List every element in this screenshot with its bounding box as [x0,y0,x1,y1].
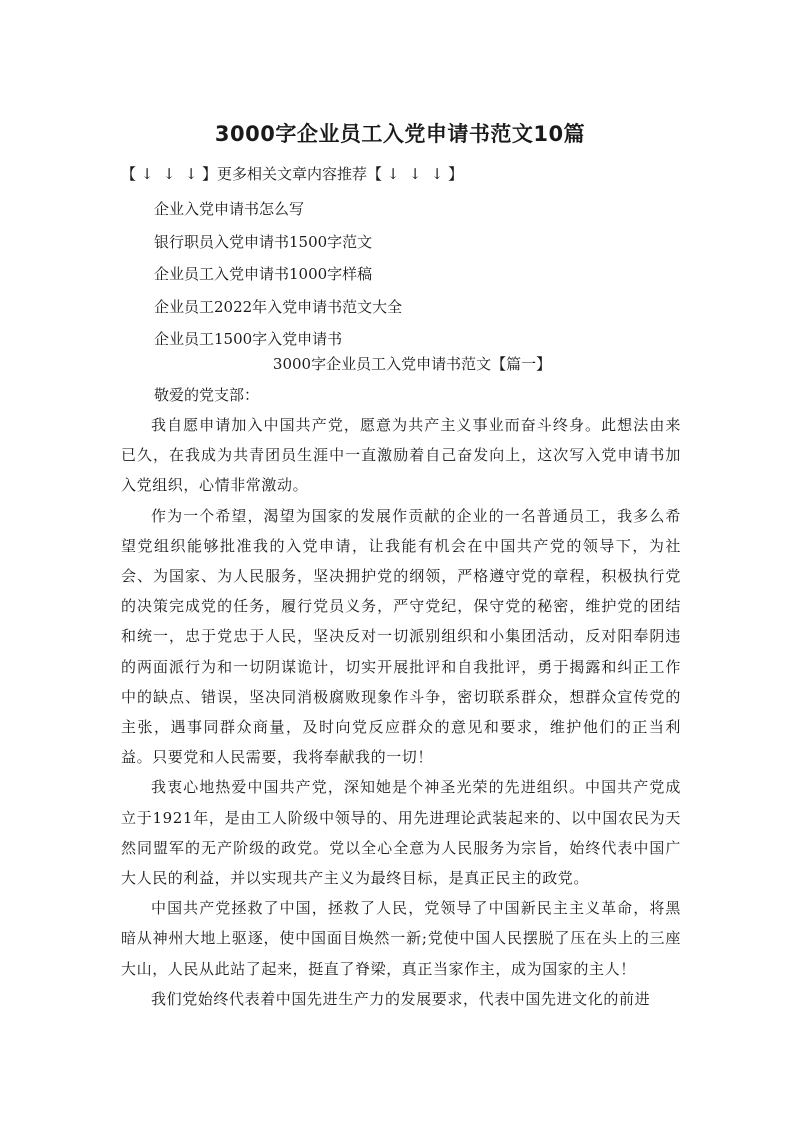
body-paragraph: 中国共产党拯救了中国，拯救了人民，党领导了中国新民主主义革命，将黑暗从神州大地上驱逐，使中国面目焕然一新;党使中国人民摆脱了压在头上的三座大山，人民从此站了起来，挺直了脊梁，真正当家作主，成为国家的主人！ [121,899,681,978]
related-link[interactable]: 银行职员入党申请书1500字范文 [154,232,373,251]
recommend-open-bracket: 【 [121,165,137,183]
recommend-close-bracket: 】 [202,165,218,183]
related-link[interactable]: 企业员工2022年入党申请书范文大全 [154,297,403,316]
down-arrow-icon: ↓ [140,165,154,183]
down-arrow-icon: ↓ [408,165,422,183]
body-paragraph: 我自愿申请加入中国共产党，愿意为共产主义事业而奋斗终身。此想法由来已久，在我成为共青团员生涯中一直激励着自己奋发向上，这次写入党申请书加入党组织，心情非常激动。 [121,416,681,495]
body-paragraph: 我衷心地热爱中国共产党，深知她是个神圣光荣的先进组织。中国共产党成立于1921年，是由工人阶级中领导的、用先进理论武装起来的、以中国农民为天然同盟军的无产阶级的政党。党以全心全意为人民服务为宗旨，始终代表中国广大人民的利益，并以实现共产主义为最终目标，是真正民主的政党。 [121,778,681,888]
recommend-label: 更多相关文章内容推荐 [217,165,368,183]
down-arrow-icon: ↓ [386,165,400,183]
related-links-list [154,193,402,356]
down-arrow-icon: ↓ [162,165,176,183]
down-arrow-icon: ↓ [430,165,444,183]
body-paragraph: 作为一个希望，渴望为国家的发展作贡献的企业的一名普通员工，我多么希望党组织能够批准我的入党申请，让我能有机会在中国共产党的领导下，为社会、为国家、为人民服务，坚决拥护党的纲领，严格遵守党的章程，积极执行党的决策完成党的任务，履行党员义务，严守党纪，保守党的秘密，维护党的团结和统一，忠于党忠于人民，坚决反对一切派别组织和小集团活动，反对阳奉阴违的两面派行为和一切阴谋诡计，切实开展批评和自我批评，勇于揭露和纠正工作中的缺点、错误，坚决同消极腐败现象作斗争，密切联系群众，想群众宣传党的主张，遇事同群众商量，及时向党反应群众的意见和要求，维护他们的正当利益。只要党和人民需要，我将奉献我的一切！ [121,506,681,767]
recommend-open-bracket: 【 [367,165,383,183]
recommend-close-bracket: 】 [448,165,464,183]
down-arrow-icon: ↓ [184,165,198,183]
salutation: 敬爱的党支部： [154,386,260,404]
section-heading: 3000字企业员工入党申请书范文【篇一】 [272,355,552,373]
recommend-bar [121,161,463,187]
letter-body [121,410,681,1014]
related-link[interactable]: 企业员工入党申请书1000字样稿 [154,265,373,283]
body-paragraph: 我们党始终代表着中国先进生产力的发展要求，代表中国先进文化的前进 [151,989,651,1008]
related-link[interactable]: 企业入党申请书怎么写 [154,200,305,218]
document-title: 3000字企业员工入党申请书范文10篇 [214,122,586,146]
related-link[interactable]: 企业员工1500字入党申请书 [154,330,343,348]
